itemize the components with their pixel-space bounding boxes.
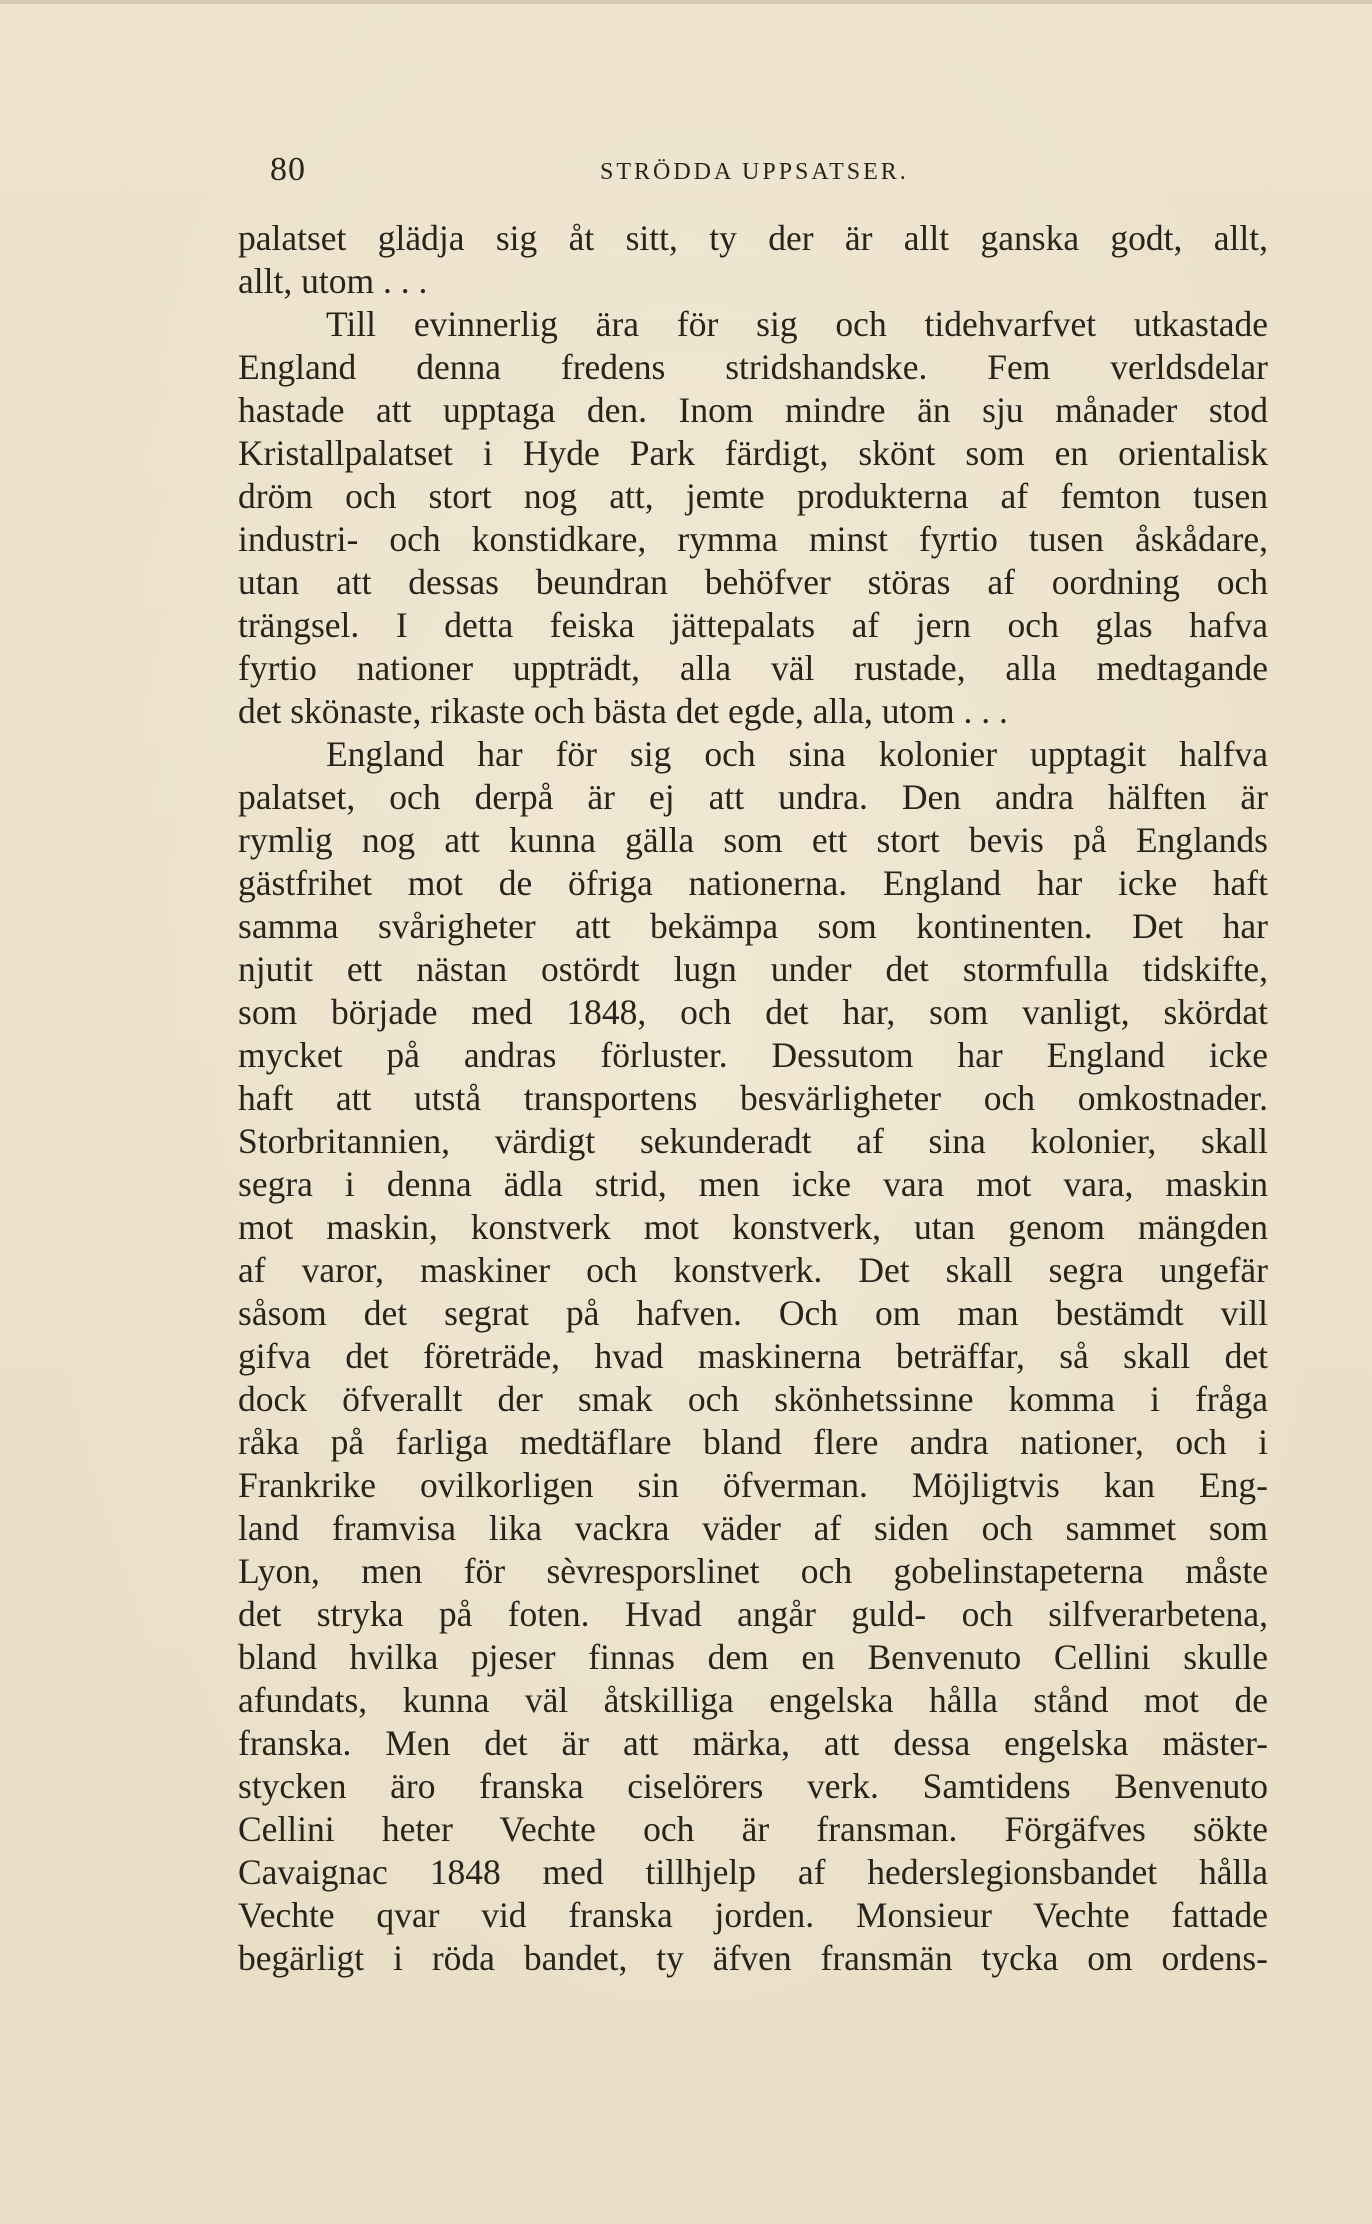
text-line: palatset, och derpå är ej att undra. Den andra hälften är [238, 777, 1268, 817]
text-line: af varor, maskiner och konstverk. Det skall segra ungefär [238, 1250, 1268, 1290]
text-line: Cellini heter Vechte och är fransman. Förgäfves sökte [238, 1809, 1268, 1849]
text-line: gifva det företräde, hvad maskinerna beträffar, så skall det [238, 1336, 1268, 1376]
text-line: mot maskin, konstverk mot konstverk, utan genom mängden [238, 1207, 1268, 1247]
text-line: utan att dessas beundran behöfver störas af oordning och [238, 562, 1268, 602]
text-line: segra i denna ädla strid, men icke vara mot vara, maskin [238, 1164, 1268, 1204]
text-line: afundats, kunna väl åtskilliga engelska hålla stånd mot de [238, 1680, 1268, 1720]
text-line: råka på farliga medtäflare bland flere andra nationer, och i [238, 1422, 1268, 1462]
text-line: fyrtio nationer uppträdt, alla väl rustade, alla medtagande [238, 648, 1268, 688]
text-line: det stryka på foten. Hvad angår guld- och silfverarbetena, [238, 1594, 1268, 1634]
text-line: hastade att upptaga den. Inom mindre än sju månader stod [238, 390, 1268, 430]
text-line: stycken äro franska ciselörers verk. Samtidens Benvenuto [238, 1766, 1268, 1806]
page-number: 80 [270, 151, 306, 188]
text-line: palatset glädja sig åt sitt, ty der är allt ganska godt, allt, [238, 218, 1268, 258]
text-line: bland hvilka pjeser finnas dem en Benvenuto Cellini skulle [238, 1637, 1268, 1677]
text-line: njutit ett nästan ostördt lugn under det stormfulla tidskifte, [238, 949, 1268, 989]
running-title: STRÖDDA UPPSATSER. [600, 159, 909, 185]
text-line: Lyon, men för sèvresporslinet och gobelinstapeterna måste [238, 1551, 1268, 1591]
text-line: dock öfverallt der smak och skönhetssinne komma i fråga [238, 1379, 1268, 1419]
text-line: industri- och konstidkare, rymma minst fyrtio tusen åskådare, [238, 519, 1268, 559]
text-line: trängsel. I detta feiska jättepalats af jern och glas hafva [238, 605, 1268, 645]
text-line: Cavaignac 1848 med tillhjelp af hederslegionsbandet hålla [238, 1852, 1268, 1892]
text-line: England denna fredens stridshandske. Fem verldsdelar [238, 347, 1268, 387]
text-line: Vechte qvar vid franska jorden. Monsieur Vechte fattade [238, 1895, 1268, 1935]
text-line: franska. Men det är att märka, att dessa engelska mäster- [238, 1723, 1268, 1763]
text-line: samma svårigheter att bekämpa som kontinenten. Det har [238, 906, 1268, 946]
text-line: England har för sig och sina kolonier upptagit halfva [326, 734, 1268, 774]
text-line: Storbritannien, värdigt sekunderadt af sina kolonier, skall [238, 1121, 1268, 1161]
text-line: allt, utom . . . [238, 261, 428, 301]
body-text [238, 217, 1268, 1980]
text-line: begärligt i röda bandet, ty äfven fransmän tycka om ordens- [238, 1938, 1268, 1978]
text-line: Frankrike ovilkorligen sin öfverman. Möjligtvis kan Eng- [238, 1465, 1268, 1505]
text-line: rymlig nog att kunna gälla som ett stort bevis på Englands [238, 820, 1268, 860]
running-head [270, 148, 1260, 192]
text-line: Kristallpalatset i Hyde Park färdigt, skönt som en orientalisk [238, 433, 1268, 473]
text-line: gästfrihet mot de öfriga nationerna. England har icke haft [238, 863, 1268, 903]
text-line: såsom det segrat på hafven. Och om man bestämdt vill [238, 1293, 1268, 1333]
text-line: som började med 1848, och det har, som vanligt, skördat [238, 992, 1268, 1032]
text-line: Till evinnerlig ära för sig och tidehvarfvet utkastade [326, 304, 1268, 344]
text-line: haft att utstå transportens besvärligheter och omkostnader. [238, 1078, 1268, 1118]
text-line: land framvisa lika vackra väder af siden och sammet som [238, 1508, 1268, 1548]
text-line: det skönaste, rikaste och bästa det egde, alla, utom . . . [238, 691, 1008, 731]
page-top-edge [0, 0, 1372, 4]
text-line: dröm och stort nog att, jemte produkterna af femton tusen [238, 476, 1268, 516]
text-line: mycket på andras förluster. Dessutom har England icke [238, 1035, 1268, 1075]
